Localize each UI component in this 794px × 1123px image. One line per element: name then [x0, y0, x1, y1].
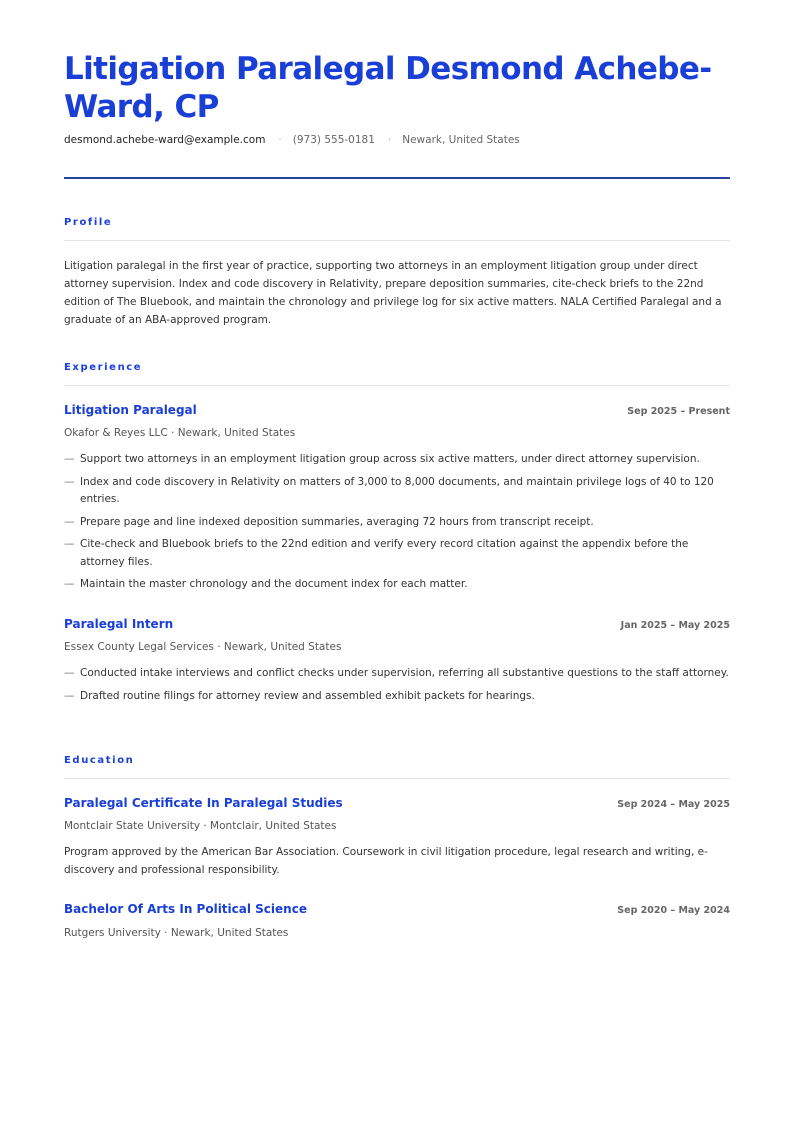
job-title: Paralegal Intern	[64, 617, 174, 631]
education-title: Paralegal Certificate In Paralegal Studies	[64, 796, 343, 810]
section-title-experience: Experience	[64, 362, 143, 373]
education-institution: Montclair State University · Montclair, United States	[64, 820, 337, 832]
section-title-education: Education	[64, 755, 135, 766]
section-divider	[64, 240, 730, 241]
section-divider	[64, 385, 730, 386]
contact-separator: ·	[387, 134, 392, 146]
job-bullet: — Support two attorneys in an employment litigation group across six active matters, under direct attorney supervision.	[64, 451, 730, 469]
education-detail: Program approved by the American Bar Association. Coursework in civil litigation procedure, legal research and writing, e-discovery and professional responsibility.	[64, 846, 708, 876]
job-bullet: — Index and code discovery in Relativity on matters of 3,000 to 8,000 documents, and maintain privilege logs of 40 to 120 entries.	[64, 475, 714, 505]
job-bullet: — Prepare page and line indexed deposition summaries, averaging 72 hours from transcript receipt.	[64, 514, 730, 532]
contact-phone[interactable]: (973) 555-0181	[292, 134, 375, 146]
section-title-profile: Profile	[64, 217, 113, 228]
bullet-marker: —	[64, 578, 75, 590]
job-bullet-list	[64, 665, 730, 710]
bullet-marker: —	[64, 453, 75, 465]
resume-name-title: Litigation Paralegal Desmond Achebe-Ward, CP	[64, 51, 712, 125]
job-bullet: — Maintain the master chronology and the document index for each matter.	[64, 576, 730, 594]
bullet-marker: —	[64, 515, 75, 528]
education-dates: Sep 2024 – May 2025	[617, 799, 730, 810]
bullet-marker: —	[64, 538, 75, 550]
section-divider	[64, 778, 730, 779]
job-bullet: — Cite-check and Bluebook briefs to the 22nd edition and verify every record citation against the appendix before the attorney files.	[64, 538, 689, 568]
job-bullet: — Conducted intake interviews and conflict checks under supervision, referring all substantive questions to the staff attorney.	[64, 665, 730, 683]
education-institution: Rutgers University · Newark, United States	[64, 927, 289, 939]
contact-email[interactable]: desmond.achebe-ward@example.com	[64, 134, 266, 146]
bullet-marker: —	[64, 667, 75, 679]
education-title: Bachelor Of Arts In Political Science	[64, 902, 307, 916]
bullet-marker: —	[64, 475, 75, 488]
job-dates: Jan 2025 – May 2025	[620, 620, 730, 631]
contact-location: Newark, United States	[402, 134, 520, 146]
job-organization: Okafor & Reyes LLC · Newark, United States	[64, 427, 296, 439]
header-divider	[64, 177, 730, 179]
education-dates: Sep 2020 – May 2024	[617, 905, 730, 916]
job-bullet: — Drafted routine filings for attorney review and assembled exhibit packets for hearings.	[64, 688, 730, 706]
bullet-marker: —	[64, 689, 75, 702]
job-organization: Essex County Legal Services · Newark, United States	[64, 641, 342, 653]
job-bullet-list	[64, 451, 730, 599]
contact-line	[64, 134, 730, 146]
job-title: Litigation Paralegal	[64, 403, 197, 417]
profile-summary: Litigation paralegal in the first year of practice, supporting two attorneys in an employment litigation group under direct attorney supervision. Index and code discovery in Relativity, prepare deposition summaries, cite-check briefs to the 22nd edition of The Bluebook, and maintain the chronology and privilege log for six active matters. NALA Certified Paralegal and a graduate of an ABA-approved program.	[64, 260, 722, 326]
job-dates: Sep 2025 – Present	[627, 406, 730, 417]
contact-separator: ·	[278, 134, 282, 146]
